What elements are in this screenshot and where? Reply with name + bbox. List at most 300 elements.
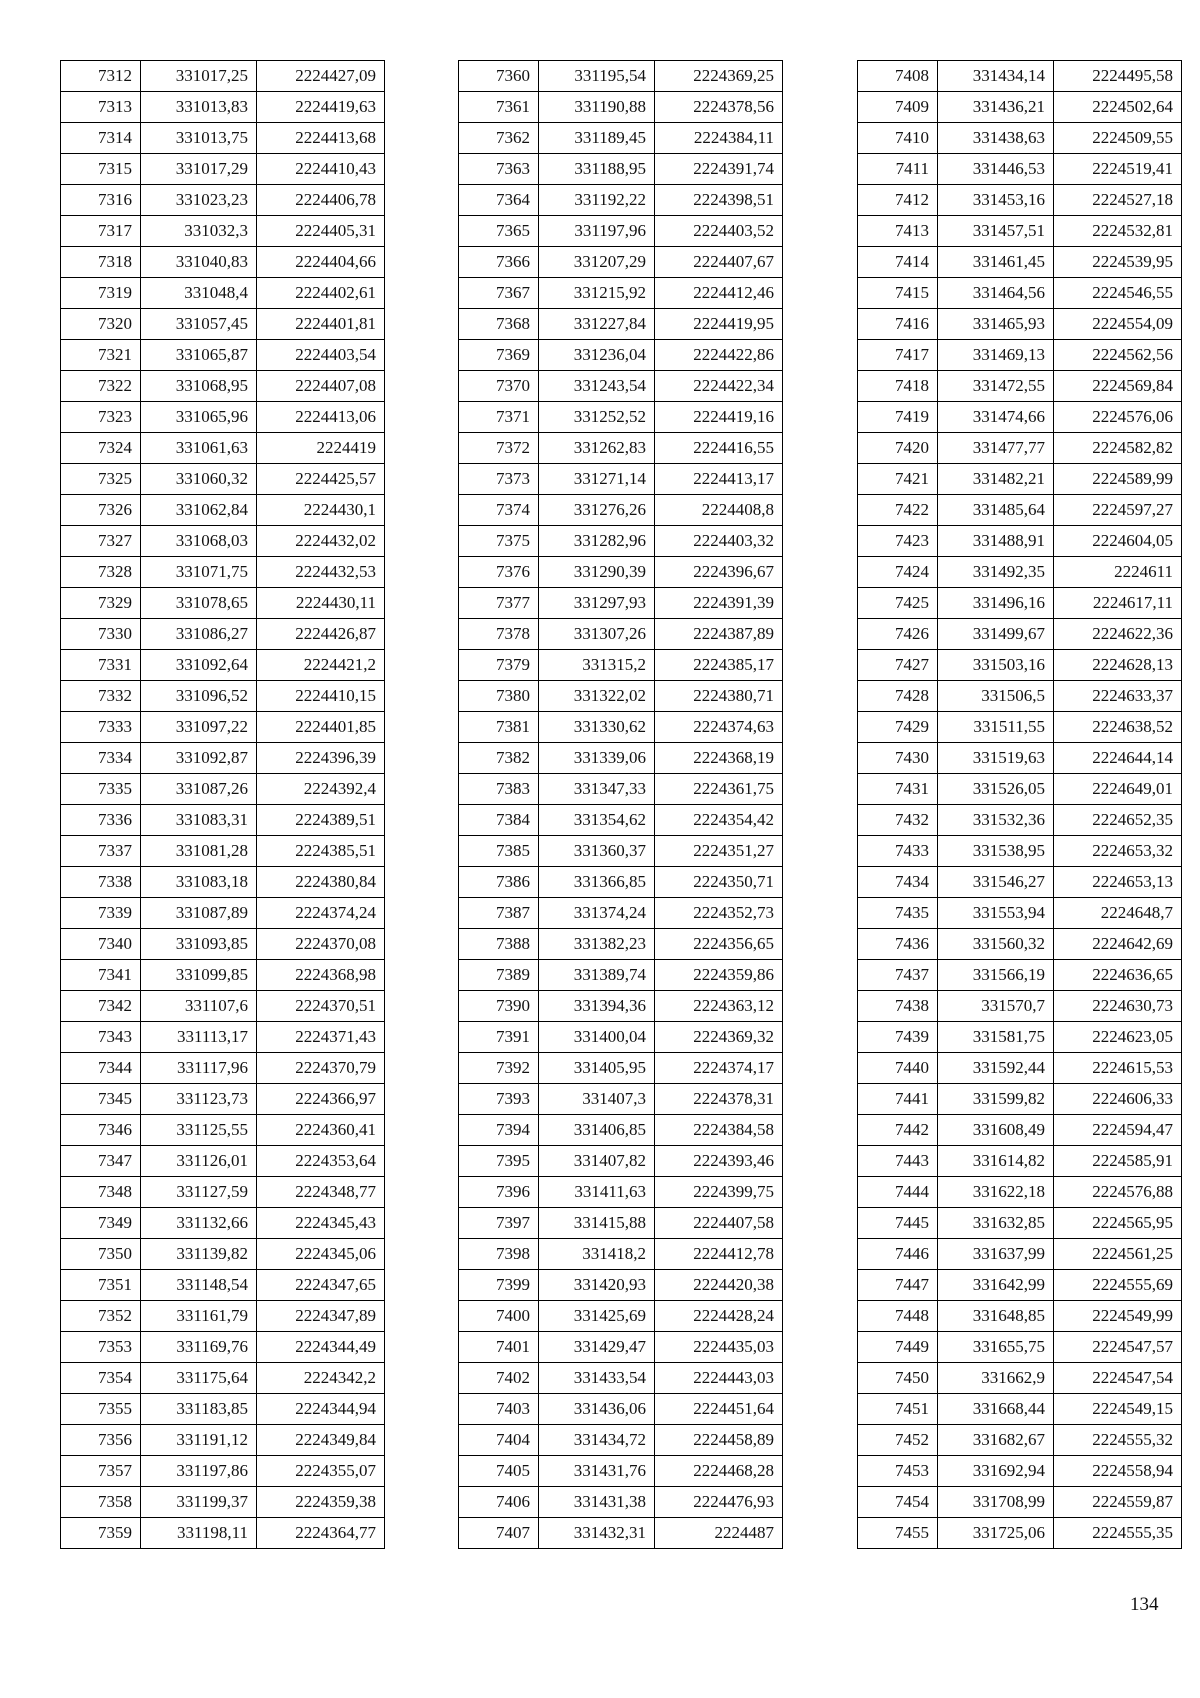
x-coordinate-cell: 331708,99: [938, 1487, 1054, 1518]
y-coordinate-cell: 2224355,07: [257, 1456, 385, 1487]
y-coordinate-cell: 2224354,42: [655, 805, 783, 836]
table-row: [858, 402, 1182, 433]
x-coordinate-cell: 331023,23: [141, 185, 257, 216]
table-row: [61, 278, 385, 309]
table-row: [858, 557, 1182, 588]
table-row: [61, 495, 385, 526]
table-row: [61, 588, 385, 619]
y-coordinate-cell: 2224458,89: [655, 1425, 783, 1456]
point-number-cell: 7445: [858, 1208, 938, 1239]
y-coordinate-cell: 2224391,74: [655, 154, 783, 185]
y-coordinate-cell: 2224422,34: [655, 371, 783, 402]
x-coordinate-cell: 331431,38: [539, 1487, 655, 1518]
table-row: [459, 1301, 783, 1332]
x-coordinate-cell: 331570,7: [938, 991, 1054, 1022]
point-number-cell: 7448: [858, 1301, 938, 1332]
table-row: [61, 1270, 385, 1301]
point-number-cell: 7379: [459, 650, 539, 681]
point-number-cell: 7346: [61, 1115, 141, 1146]
y-coordinate-cell: 2224396,39: [257, 743, 385, 774]
x-coordinate-cell: 331282,96: [539, 526, 655, 557]
table-row: [858, 216, 1182, 247]
y-coordinate-cell: 2224427,09: [257, 61, 385, 92]
table-row: [61, 1363, 385, 1394]
table-row: [459, 1487, 783, 1518]
table-row: [858, 743, 1182, 774]
table-row: [858, 1022, 1182, 1053]
y-coordinate-cell: 2224413,17: [655, 464, 783, 495]
y-coordinate-cell: 2224633,37: [1054, 681, 1182, 712]
y-coordinate-cell: 2224359,86: [655, 960, 783, 991]
x-coordinate-cell: 331477,77: [938, 433, 1054, 464]
point-number-cell: 7321: [61, 340, 141, 371]
y-coordinate-cell: 2224356,65: [655, 929, 783, 960]
x-coordinate-cell: 331599,82: [938, 1084, 1054, 1115]
y-coordinate-cell: 2224451,64: [655, 1394, 783, 1425]
x-coordinate-cell: 331017,29: [141, 154, 257, 185]
y-coordinate-cell: 2224638,52: [1054, 712, 1182, 743]
table-row: [858, 371, 1182, 402]
table-row: [459, 216, 783, 247]
y-coordinate-cell: 2224370,51: [257, 991, 385, 1022]
point-number-cell: 7323: [61, 402, 141, 433]
point-number-cell: 7331: [61, 650, 141, 681]
y-coordinate-cell: 2224366,97: [257, 1084, 385, 1115]
point-number-cell: 7440: [858, 1053, 938, 1084]
point-number-cell: 7363: [459, 154, 539, 185]
table-row: [61, 557, 385, 588]
point-number-cell: 7368: [459, 309, 539, 340]
x-coordinate-cell: 331065,96: [141, 402, 257, 433]
point-number-cell: 7402: [459, 1363, 539, 1394]
point-number-cell: 7332: [61, 681, 141, 712]
y-coordinate-cell: 2224360,41: [257, 1115, 385, 1146]
table-row: [459, 1053, 783, 1084]
point-number-cell: 7316: [61, 185, 141, 216]
y-coordinate-cell: 2224412,78: [655, 1239, 783, 1270]
point-number-cell: 7384: [459, 805, 539, 836]
y-coordinate-cell: 2224413,06: [257, 402, 385, 433]
x-coordinate-cell: 331092,87: [141, 743, 257, 774]
point-number-cell: 7327: [61, 526, 141, 557]
point-number-cell: 7412: [858, 185, 938, 216]
y-coordinate-cell: 2224349,84: [257, 1425, 385, 1456]
x-coordinate-cell: 331139,82: [141, 1239, 257, 1270]
y-coordinate-cell: 2224410,43: [257, 154, 385, 185]
table-row: [858, 61, 1182, 92]
x-coordinate-cell: 331405,95: [539, 1053, 655, 1084]
x-coordinate-cell: 331614,82: [938, 1146, 1054, 1177]
x-coordinate-cell: 331040,83: [141, 247, 257, 278]
table-row: [858, 495, 1182, 526]
x-coordinate-cell: 331453,16: [938, 185, 1054, 216]
y-coordinate-cell: 2224380,71: [655, 681, 783, 712]
y-coordinate-cell: 2224422,86: [655, 340, 783, 371]
point-number-cell: 7347: [61, 1146, 141, 1177]
x-coordinate-cell: 331297,93: [539, 588, 655, 619]
x-coordinate-cell: 331457,51: [938, 216, 1054, 247]
point-number-cell: 7345: [61, 1084, 141, 1115]
table-row: [61, 309, 385, 340]
x-coordinate-cell: 331725,06: [938, 1518, 1054, 1549]
x-coordinate-cell: 331071,75: [141, 557, 257, 588]
table-row: [858, 1487, 1182, 1518]
y-coordinate-cell: 2224565,95: [1054, 1208, 1182, 1239]
table-row: [858, 433, 1182, 464]
y-coordinate-cell: 2224402,61: [257, 278, 385, 309]
x-coordinate-cell: 331637,99: [938, 1239, 1054, 1270]
y-coordinate-cell: 2224597,27: [1054, 495, 1182, 526]
table-row: [61, 619, 385, 650]
y-coordinate-cell: 2224554,09: [1054, 309, 1182, 340]
point-number-cell: 7348: [61, 1177, 141, 1208]
y-coordinate-cell: 2224398,51: [655, 185, 783, 216]
y-coordinate-cell: 2224419,95: [655, 309, 783, 340]
point-number-cell: 7359: [61, 1518, 141, 1549]
table-row: [858, 1518, 1182, 1549]
point-number-cell: 7355: [61, 1394, 141, 1425]
x-coordinate-cell: 331307,26: [539, 619, 655, 650]
y-coordinate-cell: 2224509,55: [1054, 123, 1182, 154]
table-row: [858, 1208, 1182, 1239]
point-number-cell: 7446: [858, 1239, 938, 1270]
y-coordinate-cell: 2224344,49: [257, 1332, 385, 1363]
x-coordinate-cell: 331425,69: [539, 1301, 655, 1332]
table-row: [858, 526, 1182, 557]
x-coordinate-cell: 331189,45: [539, 123, 655, 154]
x-coordinate-cell: 331406,85: [539, 1115, 655, 1146]
table-row: [459, 1022, 783, 1053]
point-number-cell: 7380: [459, 681, 539, 712]
point-number-cell: 7343: [61, 1022, 141, 1053]
table-row: [61, 1239, 385, 1270]
x-coordinate-cell: 331394,36: [539, 991, 655, 1022]
x-coordinate-cell: 331436,21: [938, 92, 1054, 123]
x-coordinate-cell: 331642,99: [938, 1270, 1054, 1301]
y-coordinate-cell: 2224547,54: [1054, 1363, 1182, 1394]
y-coordinate-cell: 2224412,46: [655, 278, 783, 309]
point-number-cell: 7340: [61, 929, 141, 960]
y-coordinate-cell: 2224495,58: [1054, 61, 1182, 92]
x-coordinate-cell: 331492,35: [938, 557, 1054, 588]
y-coordinate-cell: 2224371,43: [257, 1022, 385, 1053]
y-coordinate-cell: 2224569,84: [1054, 371, 1182, 402]
x-coordinate-cell: 331315,2: [539, 650, 655, 681]
point-number-cell: 7350: [61, 1239, 141, 1270]
x-coordinate-cell: 331096,52: [141, 681, 257, 712]
x-coordinate-cell: 331485,64: [938, 495, 1054, 526]
y-coordinate-cell: 2224342,2: [257, 1363, 385, 1394]
x-coordinate-cell: 331511,55: [938, 712, 1054, 743]
point-number-cell: 7454: [858, 1487, 938, 1518]
y-coordinate-cell: 2224555,32: [1054, 1425, 1182, 1456]
y-coordinate-cell: 2224604,05: [1054, 526, 1182, 557]
x-coordinate-cell: 331503,16: [938, 650, 1054, 681]
x-coordinate-cell: 331668,44: [938, 1394, 1054, 1425]
table-row: [61, 1146, 385, 1177]
x-coordinate-cell: 331682,67: [938, 1425, 1054, 1456]
y-coordinate-cell: 2224443,03: [655, 1363, 783, 1394]
point-number-cell: 7361: [459, 92, 539, 123]
table-row: [858, 1456, 1182, 1487]
x-coordinate-cell: 331048,4: [141, 278, 257, 309]
y-coordinate-cell: 2224648,7: [1054, 898, 1182, 929]
point-number-cell: 7351: [61, 1270, 141, 1301]
point-number-cell: 7422: [858, 495, 938, 526]
table-row: [459, 1177, 783, 1208]
x-coordinate-cell: 331592,44: [938, 1053, 1054, 1084]
table-row: [858, 340, 1182, 371]
point-number-cell: 7410: [858, 123, 938, 154]
y-coordinate-cell: 2224428,24: [655, 1301, 783, 1332]
table-row: [459, 836, 783, 867]
y-coordinate-cell: 2224652,35: [1054, 805, 1182, 836]
table-row: [459, 1208, 783, 1239]
table-row: [858, 1146, 1182, 1177]
point-number-cell: 7415: [858, 278, 938, 309]
point-number-cell: 7404: [459, 1425, 539, 1456]
x-coordinate-cell: 331207,29: [539, 247, 655, 278]
point-number-cell: 7438: [858, 991, 938, 1022]
table-row: [459, 526, 783, 557]
table-row: [61, 805, 385, 836]
table-row: [61, 247, 385, 278]
y-coordinate-cell: 2224392,4: [257, 774, 385, 805]
point-number-cell: 7417: [858, 340, 938, 371]
y-coordinate-cell: 2224419: [257, 433, 385, 464]
y-coordinate-cell: 2224351,27: [655, 836, 783, 867]
x-coordinate-cell: 331183,85: [141, 1394, 257, 1425]
table-row: [459, 247, 783, 278]
y-coordinate-cell: 2224407,08: [257, 371, 385, 402]
y-coordinate-cell: 2224391,39: [655, 588, 783, 619]
table-row: [858, 1239, 1182, 1270]
y-coordinate-cell: 2224653,32: [1054, 836, 1182, 867]
point-number-cell: 7374: [459, 495, 539, 526]
table-row: [858, 1394, 1182, 1425]
table-row: [61, 1301, 385, 1332]
table-row: [858, 588, 1182, 619]
table-row: [459, 340, 783, 371]
table-row: [61, 1022, 385, 1053]
y-coordinate-cell: 2224403,52: [655, 216, 783, 247]
point-number-cell: 7418: [858, 371, 938, 402]
table-row: [61, 743, 385, 774]
x-coordinate-cell: 331199,37: [141, 1487, 257, 1518]
y-coordinate-cell: 2224617,11: [1054, 588, 1182, 619]
y-coordinate-cell: 2224539,95: [1054, 247, 1182, 278]
table-row: [61, 123, 385, 154]
x-coordinate-cell: 331197,96: [539, 216, 655, 247]
point-number-cell: 7377: [459, 588, 539, 619]
table-row: [858, 774, 1182, 805]
point-number-cell: 7414: [858, 247, 938, 278]
point-number-cell: 7337: [61, 836, 141, 867]
y-coordinate-cell: 2224421,2: [257, 650, 385, 681]
x-coordinate-cell: 331407,82: [539, 1146, 655, 1177]
y-coordinate-cell: 2224432,53: [257, 557, 385, 588]
y-coordinate-cell: 2224558,94: [1054, 1456, 1182, 1487]
y-coordinate-cell: 2224378,31: [655, 1084, 783, 1115]
x-coordinate-cell: 331197,86: [141, 1456, 257, 1487]
table-row: [459, 960, 783, 991]
x-coordinate-cell: 331499,67: [938, 619, 1054, 650]
point-number-cell: 7447: [858, 1270, 938, 1301]
y-coordinate-cell: 2224350,71: [655, 867, 783, 898]
x-coordinate-cell: 331125,55: [141, 1115, 257, 1146]
table-row: [858, 836, 1182, 867]
x-coordinate-cell: 331127,59: [141, 1177, 257, 1208]
x-coordinate-cell: 331215,92: [539, 278, 655, 309]
table-row: [459, 433, 783, 464]
y-coordinate-cell: 2224413,68: [257, 123, 385, 154]
table-row: [858, 650, 1182, 681]
table-row: [459, 557, 783, 588]
point-number-cell: 7395: [459, 1146, 539, 1177]
x-coordinate-cell: 331655,75: [938, 1332, 1054, 1363]
y-coordinate-cell: 2224403,54: [257, 340, 385, 371]
x-coordinate-cell: 331519,63: [938, 743, 1054, 774]
table-row: [61, 1115, 385, 1146]
x-coordinate-cell: 331060,32: [141, 464, 257, 495]
point-number-cell: 7433: [858, 836, 938, 867]
table-row: [61, 929, 385, 960]
point-number-cell: 7419: [858, 402, 938, 433]
x-coordinate-cell: 331169,76: [141, 1332, 257, 1363]
x-coordinate-cell: 331017,25: [141, 61, 257, 92]
point-number-cell: 7424: [858, 557, 938, 588]
point-number-cell: 7353: [61, 1332, 141, 1363]
table-row: [459, 929, 783, 960]
point-number-cell: 7313: [61, 92, 141, 123]
y-coordinate-cell: 2224407,58: [655, 1208, 783, 1239]
x-coordinate-cell: 331566,19: [938, 960, 1054, 991]
x-coordinate-cell: 331496,16: [938, 588, 1054, 619]
point-number-cell: 7431: [858, 774, 938, 805]
y-coordinate-cell: 2224363,12: [655, 991, 783, 1022]
table-row: [459, 92, 783, 123]
table-row: [459, 185, 783, 216]
table-row: [459, 805, 783, 836]
point-number-cell: 7439: [858, 1022, 938, 1053]
y-coordinate-cell: 2224527,18: [1054, 185, 1182, 216]
point-number-cell: 7436: [858, 929, 938, 960]
point-number-cell: 7421: [858, 464, 938, 495]
table-row: [858, 309, 1182, 340]
x-coordinate-cell: 331192,22: [539, 185, 655, 216]
y-coordinate-cell: 2224389,51: [257, 805, 385, 836]
point-number-cell: 7425: [858, 588, 938, 619]
table-row: [61, 433, 385, 464]
table-row: [858, 123, 1182, 154]
table-row: [61, 836, 385, 867]
point-number-cell: 7396: [459, 1177, 539, 1208]
point-number-cell: 7328: [61, 557, 141, 588]
x-coordinate-cell: 331083,18: [141, 867, 257, 898]
point-number-cell: 7354: [61, 1363, 141, 1394]
y-coordinate-cell: 2224419,63: [257, 92, 385, 123]
point-number-cell: 7369: [459, 340, 539, 371]
x-coordinate-cell: 331420,93: [539, 1270, 655, 1301]
point-number-cell: 7389: [459, 960, 539, 991]
table-row: [459, 867, 783, 898]
point-number-cell: 7420: [858, 433, 938, 464]
x-coordinate-cell: 331099,85: [141, 960, 257, 991]
table-row: [459, 991, 783, 1022]
x-coordinate-cell: 331262,83: [539, 433, 655, 464]
y-coordinate-cell: 2224426,87: [257, 619, 385, 650]
point-number-cell: 7397: [459, 1208, 539, 1239]
x-coordinate-cell: 331632,85: [938, 1208, 1054, 1239]
y-coordinate-cell: 2224432,02: [257, 526, 385, 557]
coordinate-table-1: [60, 60, 385, 1549]
x-coordinate-cell: 331429,47: [539, 1332, 655, 1363]
table-row: [61, 774, 385, 805]
x-coordinate-cell: 331469,13: [938, 340, 1054, 371]
x-coordinate-cell: 331083,31: [141, 805, 257, 836]
x-coordinate-cell: 331482,21: [938, 464, 1054, 495]
x-coordinate-cell: 331472,55: [938, 371, 1054, 402]
x-coordinate-cell: 331126,01: [141, 1146, 257, 1177]
y-coordinate-cell: 2224549,99: [1054, 1301, 1182, 1332]
table-row: [459, 61, 783, 92]
coordinate-table-3: [857, 60, 1182, 1549]
table-row: [459, 898, 783, 929]
x-coordinate-cell: 331148,54: [141, 1270, 257, 1301]
point-number-cell: 7427: [858, 650, 938, 681]
x-coordinate-cell: 331188,95: [539, 154, 655, 185]
table-row: [61, 1177, 385, 1208]
y-coordinate-cell: 2224547,57: [1054, 1332, 1182, 1363]
x-coordinate-cell: 331692,94: [938, 1456, 1054, 1487]
point-number-cell: 7376: [459, 557, 539, 588]
table-row: [858, 464, 1182, 495]
point-number-cell: 7322: [61, 371, 141, 402]
point-number-cell: 7450: [858, 1363, 938, 1394]
table-row: [858, 1115, 1182, 1146]
y-coordinate-cell: 2224345,43: [257, 1208, 385, 1239]
table-row: [459, 1115, 783, 1146]
point-number-cell: 7356: [61, 1425, 141, 1456]
x-coordinate-cell: 331400,04: [539, 1022, 655, 1053]
y-coordinate-cell: 2224425,57: [257, 464, 385, 495]
y-coordinate-cell: 2224385,51: [257, 836, 385, 867]
table-row: [459, 712, 783, 743]
x-coordinate-cell: 331190,88: [539, 92, 655, 123]
y-coordinate-cell: 2224606,33: [1054, 1084, 1182, 1115]
x-coordinate-cell: 331553,94: [938, 898, 1054, 929]
y-coordinate-cell: 2224546,55: [1054, 278, 1182, 309]
point-number-cell: 7318: [61, 247, 141, 278]
y-coordinate-cell: 2224393,46: [655, 1146, 783, 1177]
y-coordinate-cell: 2224345,06: [257, 1239, 385, 1270]
x-coordinate-cell: 331347,33: [539, 774, 655, 805]
x-coordinate-cell: 331191,12: [141, 1425, 257, 1456]
y-coordinate-cell: 2224352,73: [655, 898, 783, 929]
x-coordinate-cell: 331068,95: [141, 371, 257, 402]
table-row: [459, 309, 783, 340]
x-coordinate-cell: 331389,74: [539, 960, 655, 991]
y-coordinate-cell: 2224401,85: [257, 712, 385, 743]
y-coordinate-cell: 2224430,1: [257, 495, 385, 526]
x-coordinate-cell: 331175,64: [141, 1363, 257, 1394]
table-row: [459, 1084, 783, 1115]
point-number-cell: 7416: [858, 309, 938, 340]
point-number-cell: 7372: [459, 433, 539, 464]
point-number-cell: 7344: [61, 1053, 141, 1084]
y-coordinate-cell: 2224615,53: [1054, 1053, 1182, 1084]
x-coordinate-cell: 331434,72: [539, 1425, 655, 1456]
